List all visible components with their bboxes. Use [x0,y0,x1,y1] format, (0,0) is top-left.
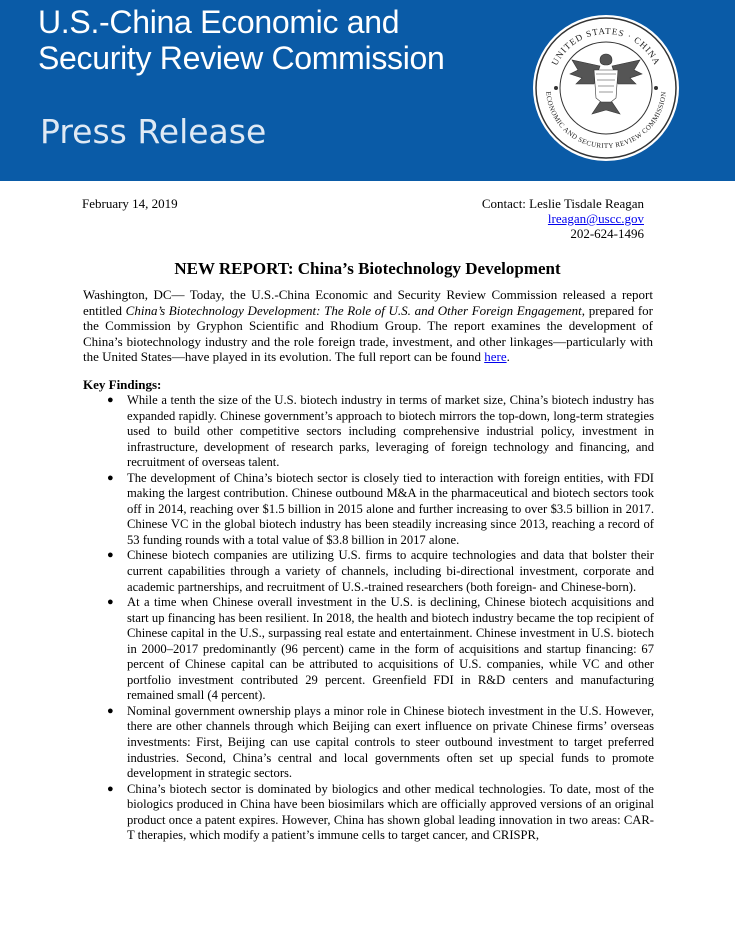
contact-phone: 202-624-1496 [570,226,644,241]
contact-name: Contact: Leslie Tisdale Reagan [481,196,644,211]
finding-item [83,595,654,704]
svg-text:ECONOMIC AND SECURITY REVIEW C: ECONOMIC AND SECURITY REVIEW COMMISSION [544,90,668,151]
contact-email-link[interactable]: lreagan@uscc.gov [547,211,644,226]
intro-text-2: , prepared for the Commission by Gryphon Scientific and Rhodium Group. The report examines the development of China’s biotechnology industry and the role foreign trade, investment, and other linkages—particularly with the United States—have played in its evolution. The full report can be found [83,302,653,364]
bullet-icon: ● [107,704,114,717]
full-report-link[interactable]: here [484,349,507,364]
headline: NEW REPORT: China’s Biotechnology Development [174,259,561,278]
intro-text-3: . [506,349,510,364]
finding-text: The development of China’s biotech sector is closely tied to interaction with foreign entities, with FDI making the largest contribution. Chinese outbound M&A in the pharmaceutical and biotech sectors took off in 2014, reaching over $1.5 billion in 2015 alone and further increasing to over $3.5 billion in 2017. Chinese VC in the global biotech industry has been steadily increasing since 2013, reaching a record of 53 funding rounds with a total value of $3.8 billion in 2017 alone. [127,470,654,547]
finding-text: China’s biotech sector is dominated by biologics and other medical technologies. To date, most of the biologics produced in China have been biosimilars which are officially approved versions of an original product once a patent expires. However, China has shown global leading innovation in two areas: CAR-T therapies, which modify a patient’s immune cells to target cancer, and CRISPR, [127,781,654,843]
bullet-icon: ● [107,596,114,609]
bullet-icon: ● [107,471,114,484]
finding-item [83,471,654,549]
finding-item [83,782,654,844]
finding-item [83,393,654,471]
commission-seal-logo [532,14,680,162]
bullet-icon: ● [107,782,114,795]
finding-text: At a time when Chinese overall investment in the U.S. is declining, Chinese biotech acquisitions and start up financing has been resilient. In 2018, the health and biotech industry became the top recipient of Chinese capital in the U.S., surpassing real estate and entertainment. Chinese investment in U.S. biotech in 2000–2017 predominantly (96 percent) came in the form of acquisitions and startup financing: 67 percent of Chinese capital can be attributed to acquisitions of U.S. companies, while VC and other portfolio investment contributed 29 percent. Greenfield FDI in R&D centers and manufacturing remained small (4 percent). [127,595,654,703]
release-date: February 14, 2019 [82,196,178,211]
press-release-label: Press Release [40,112,267,151]
organization-title [38,4,445,76]
org-title-line1: U.S.-China Economic and [38,4,400,40]
intro-text-1: Washington, DC— Today, the U.S.-China Economic and Security Review Commission released a report entitled [83,287,653,318]
bullet-icon: ● [107,549,114,562]
finding-text: Nominal government ownership plays a minor role in Chinese biotech investment in the U.S. However, there are other channels through which Beijing can exert influence on private Chinese firms’ overseas investments: First, Beijing can use capital controls to steer outbound investment to target preferred industries. Second, China’s central and local governments often set up special funds to promote development in strategic sectors. [127,703,654,781]
intro-paragraph [83,287,653,365]
contact-block [482,196,644,241]
bullet-icon: ● [107,394,114,406]
finding-item [83,548,654,595]
header-banner [0,0,735,181]
svg-text:UNITED STATES · CHINA: UNITED STATES · CHINA [549,25,663,67]
finding-text: Chinese biotech companies are utilizing U.S. firms to acquire technologies and data that bolster their current capabilities through a variety of channels, including bi-directional investment, corporate and academic partnerships, and recruitment of U.S.-trained researchers (both foreign- and Chinese-born). [127,548,654,594]
key-findings-list [83,393,654,844]
report-title: China’s Biotechnology Development: The Role of U.S. and Other Foreign Engagement [125,302,582,318]
key-findings-heading: Key Findings: [83,377,162,392]
finding-item [83,704,654,782]
org-title-line2: Security Review Commission [38,40,445,76]
finding-text: While a tenth the size of the U.S. biotech industry in terms of market size, China’s biotech industry has expanded rapidly. Chinese government’s approach to biotech mirrors the top-down, long-term strategies used to build other competitive sectors including comprehensive industrial policy, investment in infrastructure, development of research parks, leveraging of foreign technology and financing, and recruitment of overseas talent. [127,393,654,470]
